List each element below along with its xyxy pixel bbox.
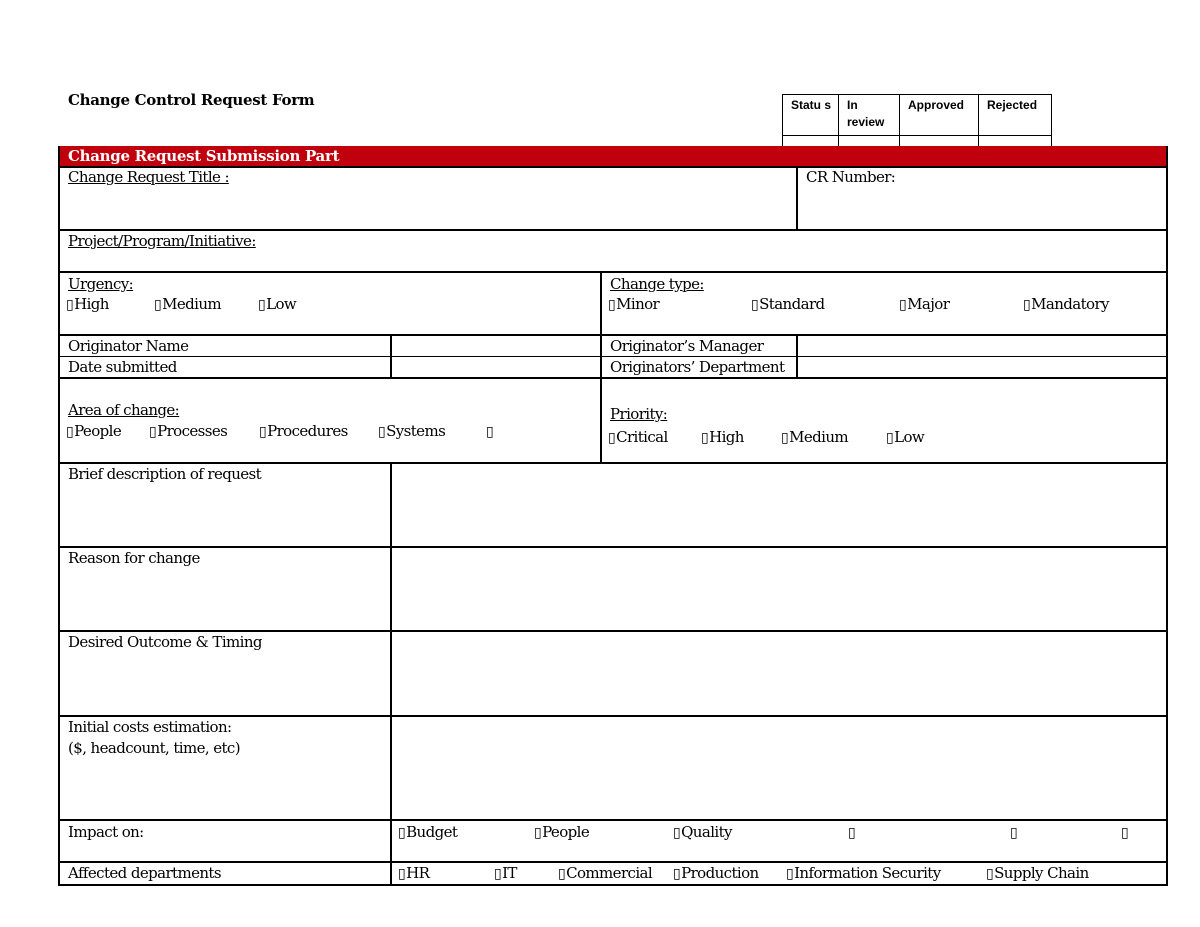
area-processes-checkbox[interactable]: ▯ Processes bbox=[149, 422, 227, 440]
originator-manager-field[interactable] bbox=[800, 337, 1162, 355]
initial-costs-label: Initial costs estimation: bbox=[68, 718, 232, 736]
status-in-review: In review bbox=[839, 95, 900, 136]
form-title: Change Control Request Form bbox=[68, 91, 315, 109]
urgency-low-checkbox[interactable]: ▯ Low bbox=[258, 295, 296, 313]
change-type-minor-checkbox[interactable]: ▯ Minor bbox=[608, 295, 659, 313]
originator-name-label: Originator Name bbox=[68, 337, 189, 355]
col-divider bbox=[390, 462, 392, 886]
change-type-label: Change type: bbox=[610, 275, 704, 293]
originator-manager-label: Originator’s Manager bbox=[610, 337, 764, 355]
reason-label: Reason for change bbox=[68, 549, 200, 567]
impact-quality-checkbox[interactable]: ▯ Quality bbox=[673, 823, 732, 841]
cr-number-field[interactable] bbox=[800, 188, 1162, 226]
affected-departments-label: Affected departments bbox=[68, 864, 221, 882]
change-type-mandatory-checkbox[interactable]: ▯ Mandatory bbox=[1023, 295, 1109, 313]
cr-title-label: Change Request Title : bbox=[68, 168, 229, 186]
row-divider bbox=[58, 819, 1168, 821]
area-people-checkbox[interactable]: ▯ People bbox=[66, 422, 121, 440]
date-submitted-label: Date submitted bbox=[68, 358, 177, 376]
area-procedures-checkbox[interactable]: ▯ Procedures bbox=[259, 422, 348, 440]
cr-title-field[interactable] bbox=[62, 188, 792, 226]
section-title: Change Request Submission Part bbox=[68, 147, 340, 165]
row-divider bbox=[58, 884, 1168, 886]
desired-outcome-label: Desired Outcome & Timing bbox=[68, 633, 262, 651]
col-divider bbox=[796, 334, 798, 378]
status-approved: Approved bbox=[900, 95, 979, 136]
urgency-high-checkbox[interactable]: ▯ High bbox=[66, 295, 109, 313]
impact-blank-checkbox[interactable] bbox=[1010, 823, 1018, 841]
row-divider bbox=[58, 546, 1168, 548]
project-label: Project/Program/Initiative: bbox=[68, 232, 256, 250]
dept-commercial-checkbox[interactable]: ▯ Commercial bbox=[558, 864, 652, 882]
dept-information-security-checkbox[interactable]: ▯ Information Security bbox=[786, 864, 941, 882]
priority-medium-checkbox[interactable]: ▯ Medium bbox=[781, 428, 848, 446]
cr-number-label: CR Number: bbox=[806, 168, 896, 186]
initial-costs-sublabel: ($, headcount, time, etc) bbox=[68, 739, 240, 757]
frame-right-border bbox=[1166, 146, 1168, 886]
status-box bbox=[782, 94, 1052, 154]
row-divider bbox=[58, 356, 1168, 357]
impact-blank-checkbox[interactable] bbox=[1121, 823, 1129, 841]
area-of-change-label: Area of change: bbox=[68, 401, 180, 419]
dept-supply-chain-checkbox[interactable]: ▯ Supply Chain bbox=[986, 864, 1089, 882]
status-rejected: Rejected bbox=[979, 95, 1052, 136]
dept-hr-checkbox[interactable]: ▯ HR bbox=[398, 864, 429, 882]
change-type-major-checkbox[interactable]: ▯ Major bbox=[899, 295, 949, 313]
row-divider bbox=[58, 462, 1168, 464]
change-type-standard-checkbox[interactable]: ▯ Standard bbox=[751, 295, 825, 313]
col-divider bbox=[796, 166, 798, 230]
row-divider bbox=[58, 229, 1168, 231]
urgency-medium-checkbox[interactable]: ▯ Medium bbox=[154, 295, 221, 313]
area-other-checkbox[interactable] bbox=[486, 422, 494, 440]
row-divider bbox=[58, 377, 1168, 379]
dept-production-checkbox[interactable]: ▯ Production bbox=[673, 864, 759, 882]
row-divider bbox=[58, 630, 1168, 632]
desired-outcome-field[interactable] bbox=[394, 634, 1162, 713]
status-label: Statu s bbox=[783, 95, 839, 136]
col-divider bbox=[600, 271, 602, 463]
brief-description-label: Brief description of request bbox=[68, 465, 262, 483]
frame-left-border bbox=[58, 146, 60, 886]
area-systems-checkbox[interactable]: ▯ Systems bbox=[378, 422, 445, 440]
impact-people-checkbox[interactable]: ▯ People bbox=[534, 823, 589, 841]
row-divider bbox=[58, 715, 1168, 717]
originator-name-field[interactable] bbox=[394, 337, 598, 355]
originator-department-label: Originators’ Department bbox=[610, 358, 785, 376]
row-divider bbox=[58, 861, 1168, 863]
originator-department-field[interactable] bbox=[800, 358, 1162, 376]
section-header-bar bbox=[58, 146, 1168, 166]
col-divider bbox=[390, 334, 392, 378]
impact-on-label: Impact on: bbox=[68, 823, 144, 841]
impact-blank-checkbox[interactable] bbox=[848, 823, 856, 841]
initial-costs-field[interactable] bbox=[394, 719, 1162, 817]
row-divider bbox=[58, 334, 1168, 336]
date-submitted-field[interactable] bbox=[394, 358, 598, 376]
impact-budget-checkbox[interactable]: ▯ Budget bbox=[398, 823, 457, 841]
priority-label: Priority: bbox=[610, 405, 668, 423]
urgency-label: Urgency: bbox=[68, 275, 134, 293]
dept-it-checkbox[interactable]: ▯ IT bbox=[494, 864, 517, 882]
project-field[interactable] bbox=[62, 252, 1162, 269]
priority-critical-checkbox[interactable]: ▯ Critical bbox=[608, 428, 668, 446]
priority-low-checkbox[interactable]: ▯ Low bbox=[886, 428, 924, 446]
priority-high-checkbox[interactable]: ▯ High bbox=[701, 428, 744, 446]
row-divider bbox=[58, 271, 1168, 273]
reason-field[interactable] bbox=[394, 550, 1162, 628]
brief-description-field[interactable] bbox=[394, 466, 1162, 544]
